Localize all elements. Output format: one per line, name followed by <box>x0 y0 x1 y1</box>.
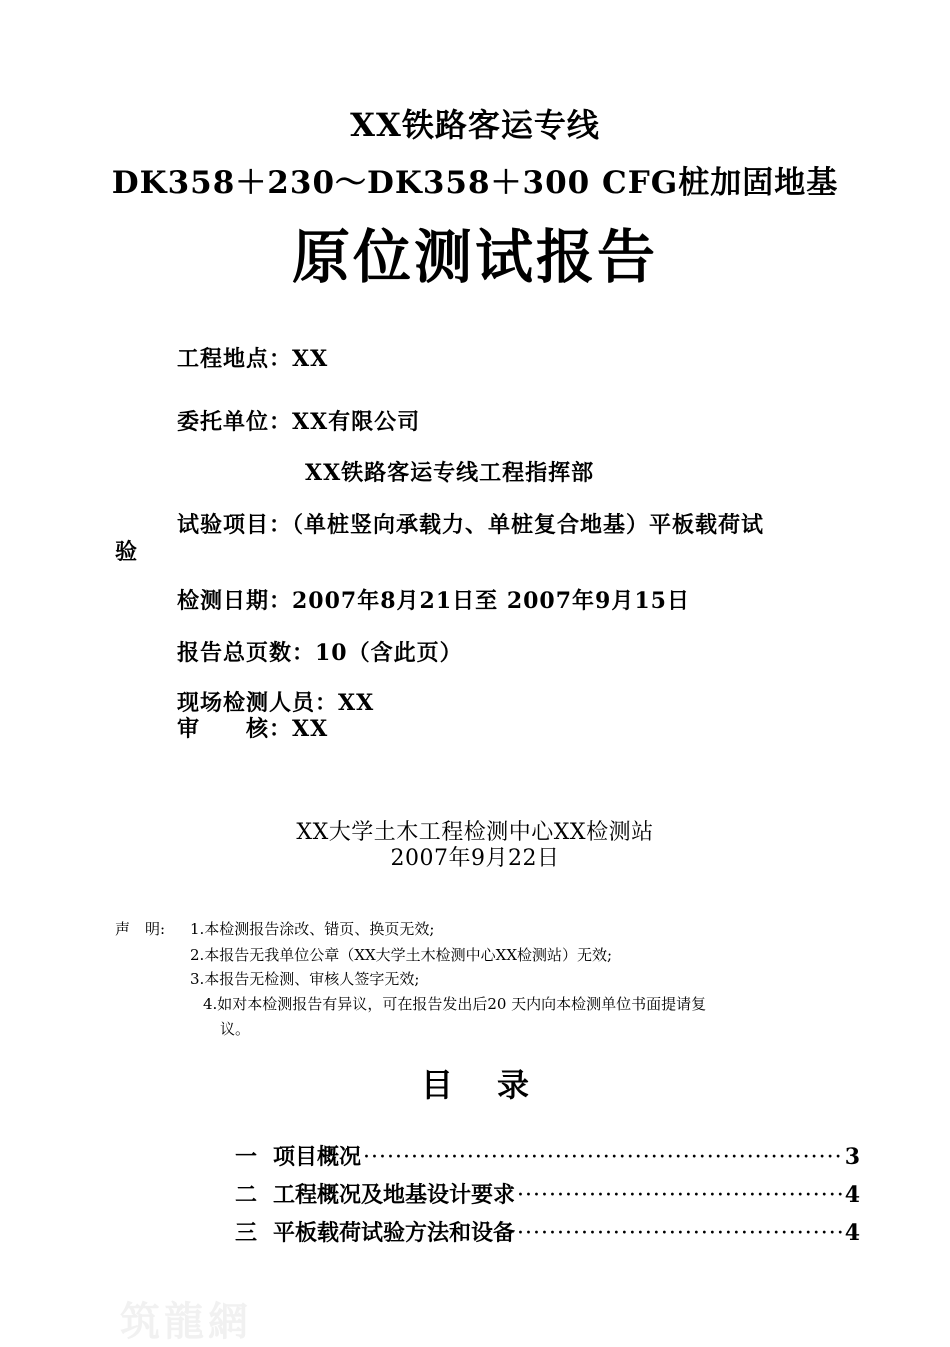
watermark: 筑龍網 <box>120 1298 252 1345</box>
toc-row-title: 平板载荷试验方法和设备 <box>273 1220 516 1246</box>
toc-title: 目录 <box>420 1066 573 1104</box>
client-unit-secondary: XX铁路客运专线工程指挥部 <box>305 460 595 486</box>
issuing-organization: XX大学土木工程检测中心XX检测站 <box>296 820 654 845</box>
project-location: 工程地点：XX <box>177 346 329 372</box>
toc-leader-dots <box>517 1183 843 1208</box>
declaration-item: 1.本检测报告涂改、错页、换页无效; <box>190 920 435 938</box>
declaration-label: 声 明: <box>115 920 166 938</box>
declaration-item-wrap: 议。 <box>220 1020 251 1038</box>
toc-row[interactable] <box>235 1216 860 1246</box>
toc-row-page: 4 <box>844 1220 860 1246</box>
report-page-count: 报告总页数：10（含此页） <box>177 640 463 666</box>
reviewer: 审 核：XX <box>177 716 329 742</box>
test-item: 试验项目：（单桩竖向承载力、单桩复合地基）平板载荷试 <box>177 512 765 538</box>
test-date: 检测日期：2007年8月21日至 2007年9月15日 <box>177 588 690 614</box>
project-name-title: XX铁路客运专线 <box>350 106 600 144</box>
declaration-item: 2.本报告无我单位公章（XX大学土木检测中心XX检测站）无效; <box>190 946 613 964</box>
declaration-item: 3.本报告无检测、审核人签字无效; <box>190 970 420 988</box>
toc-row-number: 一 <box>235 1144 258 1170</box>
declaration-item: 4.如对本检测报告有异议，可在报告发出后20 天内向本检测单位书面提请复 <box>203 995 707 1013</box>
toc-row-page: 3 <box>844 1144 860 1170</box>
toc-row[interactable] <box>235 1140 860 1170</box>
issue-date: 2007年9月22日 <box>390 846 560 871</box>
toc-row[interactable] <box>235 1178 860 1208</box>
toc-leader-dots <box>517 1221 843 1246</box>
report-main-title: 原位测试报告 <box>291 223 658 291</box>
toc-leader-dots <box>363 1145 843 1170</box>
toc-row-title: 工程概况及地基设计要求 <box>273 1182 516 1208</box>
toc-row-number: 二 <box>235 1182 258 1208</box>
client-unit: 委托单位：XX有限公司 <box>177 409 421 435</box>
section-range-title: DK358＋230～DK358＋300 CFG桩加固地基 <box>111 165 839 201</box>
test-item-wrap: 验 <box>115 539 139 565</box>
toc-row-title: 项目概况 <box>273 1144 362 1170</box>
field-inspector: 现场检测人员：XX <box>177 690 375 716</box>
toc-row-number: 三 <box>235 1220 258 1246</box>
toc-row-page: 4 <box>844 1182 860 1208</box>
